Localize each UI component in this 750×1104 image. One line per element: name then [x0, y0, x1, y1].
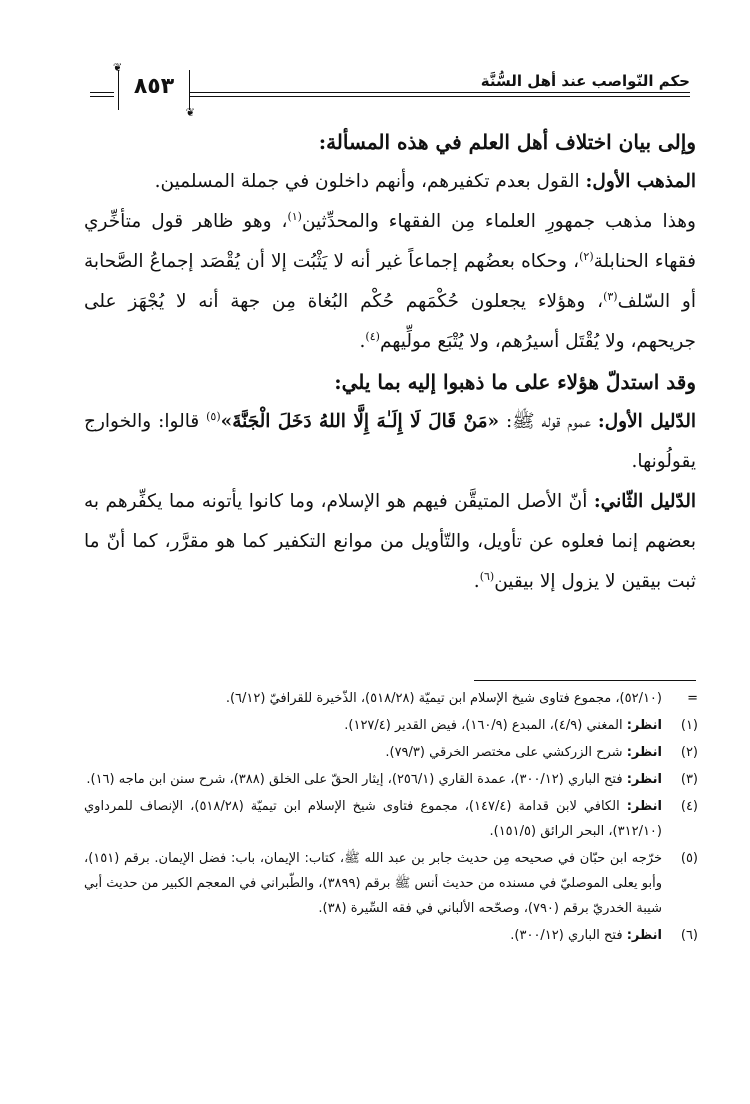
footnote-item: [84, 846, 698, 921]
dalil-paragraph: [84, 402, 696, 482]
footnote-text: المغني (٤/٩)، المبدع (١٦٠/٩)، فيض القدير (١٢٧/٤).: [344, 718, 623, 733]
footnote-label: انظر:: [626, 745, 662, 760]
hadith-quote: «مَنْ قَالَ لَا إِلَـٰهَ إِلَّا اللهُ دَخَلَ الْجَنَّةَ»: [220, 411, 500, 432]
footnotes: [84, 686, 698, 950]
ornament-icon: ❦: [113, 61, 123, 74]
dalil-label: الدّليل الثّاني:: [593, 491, 696, 512]
footnote-text: فتح الباري (٣٠٠/١٢)، عمدة القاري (٢٥٦/١)، إيثار الحقّ على الخلق (٣٨٨)، شرح سنن ابن ماجه (١٦).: [86, 772, 623, 787]
madhhab-text: القول بعدم تكفيرهم، وأنهم داخلون في جملة المسلمين.: [154, 171, 580, 192]
page-number-box: [113, 61, 195, 119]
header-rule: [90, 92, 114, 93]
footnote-number: (٢): [680, 745, 698, 760]
page-header: [90, 61, 690, 119]
footnote-item: [84, 713, 698, 738]
footnote-text: (٥٢/١٠)، مجموع فتاوى شيخ الإسلام ابن تيميّة (٥١٨/٢٨)، الذّخيرة للقرافيّ (٦/١٢).: [225, 691, 662, 706]
dalil-text: قالوا: والخوارج يقولُونها.: [84, 411, 696, 472]
dalil-label: الدّليل الأول:: [597, 411, 696, 432]
dalil-text: عموم قوله ﷺ:: [506, 411, 591, 432]
madhhab-label: المذهب الأول:: [585, 171, 696, 192]
footnote-item: [84, 686, 698, 711]
evidence-heading: وقد استدلّ هؤلاء على ما ذهبوا إليه بما يلي:: [334, 370, 696, 394]
header-rule: [190, 96, 690, 97]
footnote-ref[interactable]: (٣): [603, 289, 618, 303]
footnote-label: انظر:: [626, 928, 662, 943]
header-rule: [190, 92, 690, 93]
footnote-text: فتح الباري (٣٠٠/١٢).: [510, 928, 623, 943]
body-text: .: [359, 331, 366, 352]
footnote-item: [84, 740, 698, 765]
footnote-number: (١): [680, 718, 698, 733]
footnote-item: [84, 767, 698, 792]
body-text: ، وهو ظاهر قول متأخِّري فقهاء الحنابلة: [84, 211, 696, 272]
body-text: ، وحكاه بعضُهم إجماعاً غير أنه لا يَثْبُت إلا أن يُقْصَد إجماعُ الصَّحابة أو السّلف: [84, 251, 696, 312]
section-heading: وإلى بيان اختلاف أهل العلم في هذه المسألة:: [318, 130, 696, 154]
footnote-ref[interactable]: (٥): [206, 409, 221, 423]
footnote-number: =: [687, 691, 698, 706]
footnote-label: انظر:: [626, 799, 662, 814]
body-text: ، وهؤلاء يجعلون حُكْمَهم حُكْم البُغاة مِن جهة أنه لا يُجْهَز على جريحهم، ولا يُقْتَل أسيرُهم، ولا يُتْبَع مولِّيهم: [84, 291, 696, 352]
footnote-item: [84, 923, 698, 948]
madhhab-paragraph: [84, 162, 696, 202]
header-rule: [90, 96, 114, 97]
footnote-text: خرّجه ابن حبّان في صحيحه مِن حديث جابر بن عبد الله ﷺ، كتاب: الإيمان، باب: فضل الإيمان. برقم (١٥١)، وأبو يعلى الموصليّ في مسنده من حديث أنس ﷺ برقم (٣٨٩٩)، والطّبراني في المعجم الكبير من حديث أبي شيبة الخدريّ برقم (٧٩٠)، وصحّحه الألباني في فقه السِّيرة (٣٨).: [84, 851, 662, 916]
dalil-paragraph: [84, 482, 696, 602]
footnote-text: الكافي لابن قدامة (١٤٧/٤)، مجموع فتاوى شيخ الإسلام ابن تيميّة (٥١٨/٢٨)، الإنصاف للمرداوي (٣١٢/١٠)، البحر الرائق (١٥١/٥).: [84, 799, 662, 839]
footnote-number: (٣): [680, 772, 698, 787]
footnote-label: انظر:: [626, 718, 662, 733]
footnote-number: (٥): [680, 851, 698, 866]
page-number: ٨٥٣: [133, 74, 175, 99]
footnote-separator: [474, 680, 696, 681]
running-title: حكم النّواصب عند أهل السُّنَّة: [480, 72, 690, 90]
footnote-ref[interactable]: (١): [287, 209, 302, 223]
dalil-text: .: [473, 571, 480, 592]
dalil-text: أنّ الأصل المتيقَّن فيهم هو الإسلام، وما كانوا يأتونه مما يكفِّرهم به بعضهم إنما فعلوه عن تأويل، والتّأويل من موانع التكفير كما هو مقرَّر، كما أنّ ما ثبت بيقين لا يزول إلا بيقين: [84, 491, 696, 592]
footnote-number: (٦): [680, 928, 698, 943]
footnote-ref[interactable]: (٢): [579, 249, 594, 263]
footnote-ref[interactable]: (٦): [479, 569, 495, 583]
footnote-label: انظر:: [626, 772, 662, 787]
ornament-icon: ❦: [185, 106, 195, 119]
footnote-text: شرح الزركشي على مختصر الخرقي (٧٩/٣).: [385, 745, 623, 760]
main-text: [84, 122, 696, 602]
footnote-ref[interactable]: (٤): [365, 329, 380, 343]
body-paragraph: [84, 202, 696, 362]
body-text: وهذا مذهب جمهورِ العلماء مِن الفقهاء والمحدِّثين: [301, 211, 696, 232]
footnote-item: [84, 794, 698, 844]
footnote-number: (٤): [680, 799, 698, 814]
